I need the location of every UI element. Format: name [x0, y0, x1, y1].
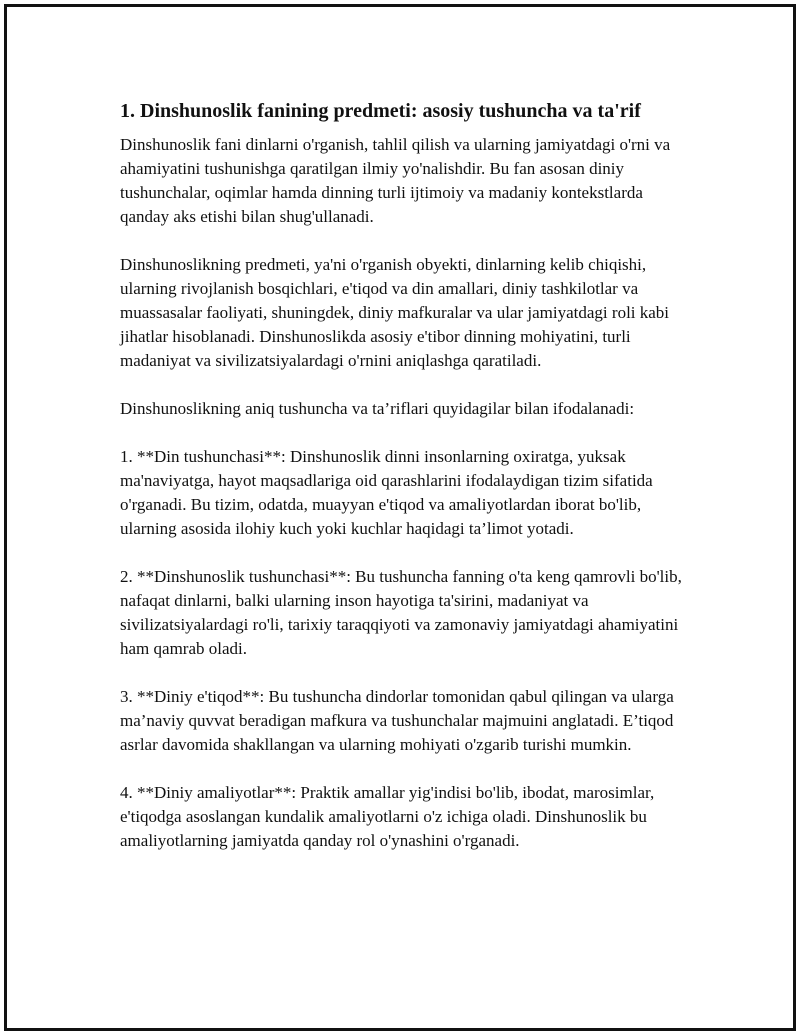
paragraph-subject: Dinshunoslikning predmeti, ya'ni o'rganish obyekti, dinlarning kelib chiqishi, ularning rivojlanish bosqichlari, e'tiqod va din amallari, diniy tashkilotlar va muassasalar faoliyati, shuningdek, diniy mafkuralar va ular jamiyatdagi roli kabi jihatlar hisoblanadi. Dinshunoslikda asosiy e'tibor dinning mohiyatini, turli madaniyat va sivilizatsiyalardagi o'rnini aniqlashga qaratiladi.: [120, 255, 670, 370]
list-item-religious-practices: 4. **Diniy amaliyotlar**: Praktik amallar yig'indisi bo'lib, ibodat, marosimlar, e'tiqodga asoslangan kundalik amaliyotlarni o'z ichiga oladi. Dinshunoslik bu amaliyotlarning jamiyatda qanday rol o'ynashini o'rganadi.: [120, 783, 655, 850]
list-item-religious-studies-concept: 2. **Dinshunoslik tushunchasi**: Bu tushuncha fanning o'ta keng qamrovli bo'lib, nafaqat dinlarni, balki ularning inson hayotiga ta'sirini, madaniyat va sivilizatsiyalardagi ro'li, tarixiy taraqqiyoti va zamonaviy jamiyatdagi ahamiyatini ham qamrab oladi.: [120, 567, 682, 658]
document-body: [120, 99, 695, 877]
paragraph-intro: Dinshunoslik fani dinlarni o'rganish, tahlil qilish va ularning jamiyatdagi o'rni va ahamiyatini tushunishga qaratilgan ilmiy yo'nalishdir. Bu fan asosan diniy tushunchalar, oqimlar hamda dinning turli ijtimoiy va madaniy kontekstlarda qanday aks etishi bilan shug'ullanadi.: [120, 135, 671, 226]
document-page: [4, 4, 796, 1031]
list-item-religious-belief: 3. **Diniy e'tiqod**: Bu tushuncha dindorlar tomonidan qabul qilingan va ularga ma’naviy quvvat beradigan mafkura va tushunchalar majmuini anglatadi. E’tiqod asrlar davomida shakllangan va ularning mohiyati o'zgarib turishi mumkin.: [120, 687, 674, 754]
document-title: 1. Dinshunoslik fanining predmeti: asosiy tushuncha va ta'rif: [120, 100, 641, 122]
list-item-religion-concept: 1. **Din tushunchasi**: Dinshunoslik dinni insonlarning oxiratga, yuksak ma'naviyatga, hayot maqsadlariga oid qarashlarini ifodalaydigan tizim sifatida o'rganadi. Bu tizim, odatda, muayyan e'tiqod va amaliyotlardan iborat bo'lib, ularning asosida ilohiy kuch yoki kuchlar haqidagi ta’limot yotadi.: [120, 447, 653, 538]
paragraph-definitions-lead: Dinshunoslikning aniq tushuncha va ta’riflari quyidagilar bilan ifodalanadi:: [120, 399, 635, 418]
